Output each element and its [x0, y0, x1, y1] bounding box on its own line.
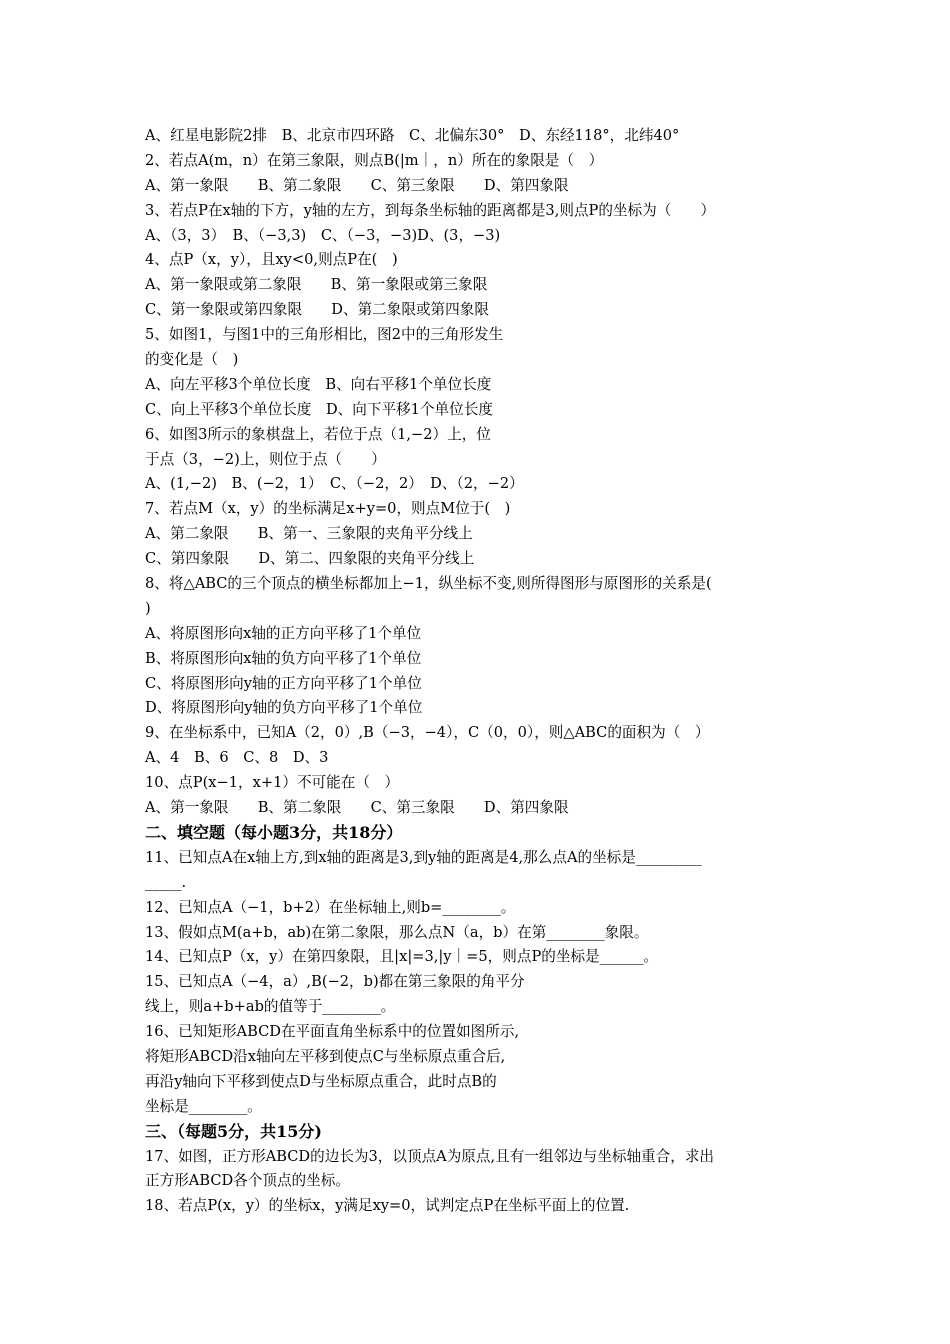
q4-options-cd: C、第一象限或第四象限 D、第二象限或第四象限 [145, 301, 489, 319]
q17-stem-1: 17、如图，正方形ABCD的边长为3，以顶点A为原点,且有一组邻边与坐标轴重合，求出 [145, 1147, 715, 1165]
q8-option-c: C、将原图形向y轴的正方向平移了1个单位 [145, 674, 422, 692]
q7-stem: 7、若点M（x，y）的坐标满足x+y=0，则点M位于( ) [145, 500, 511, 518]
q16-stem-1: 16、已知矩形ABCD在平面直角坐标系中的位置如图所示, [145, 1023, 520, 1041]
q17-stem-2: 正方形ABCD各个顶点的坐标。 [145, 1172, 350, 1190]
q5-stem-1: 5、如图1，与图1中的三角形相比，图2中的三角形发生 [145, 326, 504, 344]
q4-options-ab: A、第一象限或第二象限 B、第一象限或第三象限 [145, 276, 488, 294]
q16-stem-4: 坐标是________。 [145, 1097, 262, 1115]
q2-stem: 2、若点A(m，n）在第三象限，则点B(|m｜，n）所在的象限是（ ） [145, 151, 604, 169]
q6-stem-2: 于点（3，−2)上，则位于点（ ） [145, 450, 386, 468]
exam-page [145, 124, 813, 1219]
q18-stem: 18、若点P(x，y）的坐标x，y满足xy=0，试判定点P在坐标平面上的位置. [145, 1197, 630, 1215]
q15-stem-2: 线上，则a+b+ab的值等于________。 [145, 998, 396, 1016]
q6-stem-1: 6、如图3所示的象棋盘上，若位于点（1,−2）上，位 [145, 425, 491, 443]
section-3-heading: 三、（每题5分，共15分) [145, 1121, 322, 1141]
q3-options: A、（3，3） B、（−3,3) C、（−3，−3)D、(3，−3) [145, 226, 501, 244]
q8-option-b: B、将原图形向x轴的负方向平移了1个单位 [145, 649, 422, 667]
q9-options: A、4 B、6 C、8 D、3 [145, 749, 329, 767]
q5-options-cd: C、向上平移3个单位长度 D、向下平移1个单位长度 [145, 400, 493, 418]
q11-stem: 11、已知点A在x轴上方,到x轴的距离是3,到y轴的距离是4,那么点A的坐标是_________ [145, 848, 702, 866]
q10-options: A、第一象限 B、第二象限 C、第三象限 D、第四象限 [145, 799, 569, 817]
q11-stem-cont: _____. [145, 873, 187, 891]
q15-stem-1: 15、已知点A（−4，a）,B(−2，b)都在第三象限的角平分 [145, 973, 525, 991]
q7-options-ab: A、第二象限 B、第一、三象限的夹角平分线上 [145, 525, 473, 543]
q2-options: A、第一象限 B、第二象限 C、第三象限 D、第四象限 [145, 176, 569, 194]
q9-stem: 9、在坐标系中，已知A（2，0）,B（−3，−4），C（0，0），则△ABC的面积为（ ） [145, 724, 710, 742]
q16-stem-3: 再沿y轴向下平移到使点D与坐标原点重合，此时点B的 [145, 1072, 497, 1090]
q6-options: A、(1,−2) B、(−2，1） C、（−2，2） D、（2，−2） [145, 475, 524, 493]
q16-stem-2: 将矩形ABCD沿x轴向左平移到使点C与坐标原点重合后, [145, 1047, 506, 1065]
q3-stem: 3、若点P在x轴的下方，y轴的左方，到每条坐标轴的距离都是3,则点P的坐标为（ ） [145, 201, 716, 219]
q7-options-cd: C、第四象限 D、第二、四象限的夹角平分线上 [145, 550, 475, 568]
q8-stem-cont: ) [145, 599, 151, 617]
q4-stem: 4、点P（x，y），且xy<0,则点P在( ) [145, 251, 398, 269]
q13-stem: 13、假如点M(a+b，ab)在第二象限，那么点N（a，b）在第________象限。 [145, 923, 649, 941]
q5-options-ab: A、向左平移3个单位长度 B、向右平移1个单位长度 [145, 375, 492, 393]
q8-option-d: D、将原图形向y轴的负方向平移了1个单位 [145, 699, 423, 717]
section-2-heading: 二、填空题（每小题3分，共18分） [145, 822, 403, 842]
q1-options: A、红星电影院2排 B、北京市四环路 C、北偏东30° D、东经118°，北纬40° [145, 127, 680, 144]
q5-stem-2: 的变化是（ ) [145, 351, 239, 369]
q8-stem: 8、将△ABC的三个顶点的横坐标都加上−1，纵坐标不变,则所得图形与原图形的关系是( [145, 575, 712, 593]
q14-stem: 14、已知点P（x，y）在第四象限，且|x|=3,|y｜=5，则点P的坐标是______。 [145, 948, 659, 966]
q12-stem: 12、已知点A（−1，b+2）在坐标轴上,则b=________。 [145, 898, 516, 916]
q10-stem: 10、点P(x−1，x+1）不可能在（ ） [145, 774, 400, 792]
q8-option-a: A、将原图形向x轴的正方向平移了1个单位 [145, 624, 422, 642]
